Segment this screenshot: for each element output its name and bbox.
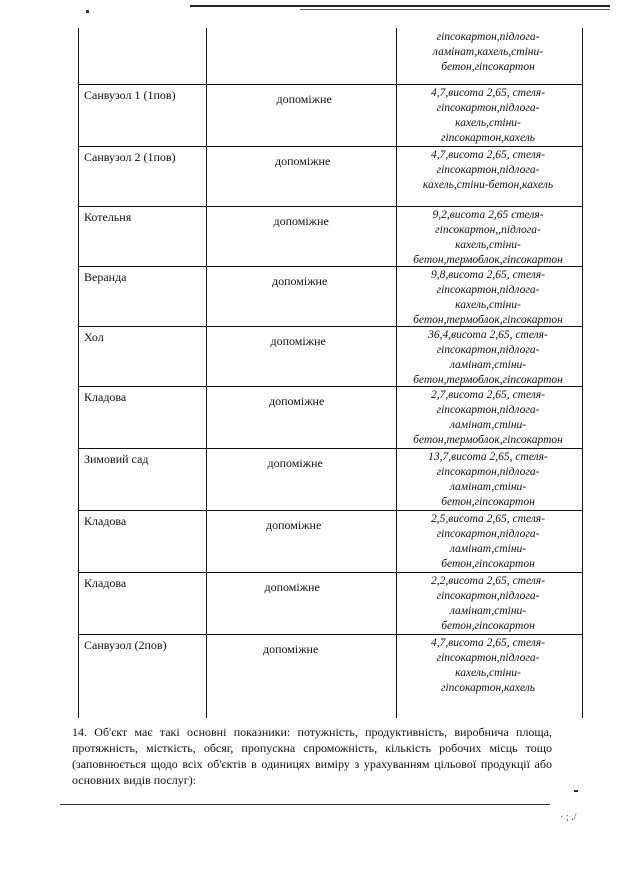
room-description-line: 9,8,висота 2,65, стеля- (431, 269, 545, 281)
room-description-line: ламінат,стіни- (449, 543, 527, 555)
room-type: допоміжне (269, 394, 325, 408)
room-description-line: 36,4,висота 2,65, стеля- (428, 329, 548, 341)
room-description-line: кахель,стіни- (455, 299, 521, 311)
desc-cell-border (396, 448, 397, 510)
room-description-line: 13,7,висота 2,65, стеля- (428, 451, 548, 463)
room-name: Веранда (84, 270, 127, 284)
table-row-divider (78, 326, 583, 327)
room-name: Котельня (84, 210, 132, 224)
room-type: допоміжне (272, 274, 328, 288)
room-description-line: бетон,гіпсокартон (441, 496, 535, 508)
room-description (398, 148, 578, 193)
room-name: Хол (84, 330, 104, 344)
room-name: Кладова (84, 514, 127, 528)
room-type: допоміжне (266, 518, 322, 532)
room-description (398, 268, 578, 328)
desc-cell-border (396, 572, 397, 634)
rooms-table (78, 28, 583, 718)
section-14-paragraph: 14. Об'єкт має такі основні показники: потужність, продуктивність, виробнича площа, протяжність, місткість, обсяг, пропускна спроможність, кількість робочих місць тощо (заповнюється щодо всіх об'єктів в одиницях виміру з урахуванням цільової продукції або основних видів послуг): (72, 725, 552, 787)
room-name: Кладова (84, 576, 127, 590)
room-description-line: бетон,гіпсокартон (441, 558, 535, 570)
desc-cell-border (396, 84, 397, 146)
room-description-line: кахель,стіни-бетон,кахель (422, 179, 554, 191)
room-description-line: гіпсокартон,підлога- (436, 164, 540, 176)
scan-artifact-line (300, 9, 610, 10)
room-description-line: гіпсокартон,підлога- (436, 528, 540, 540)
room-description-line: 2,5,висота 2,65, стеля- (431, 513, 545, 525)
room-description-line: бетон,термоблок,гіпсокартон (413, 254, 563, 266)
room-description-line: гіпсокартон,,підлога- (435, 224, 541, 236)
room-type: допоміжне (276, 92, 332, 106)
room-description (398, 574, 578, 634)
room-description (398, 512, 578, 572)
room-description-line: ламінат,кахель,стіни- (432, 46, 544, 58)
table-row-divider (78, 146, 583, 147)
room-description-line: бетон,гіпсокартон (441, 620, 535, 632)
room-type: допоміжне (263, 642, 319, 656)
room-description-line: кахель,стіни- (455, 667, 521, 679)
desc-cell-border (396, 510, 397, 572)
table-row-divider (78, 634, 583, 635)
room-description-line: 2,2,висота 2,65, стеля- (431, 575, 545, 587)
room-description-line: 2,7,висота 2,65, стеля- (431, 389, 545, 401)
room-type: допоміжне (267, 456, 323, 470)
room-description-line: бетон,гіпсокартон (441, 61, 535, 73)
room-description-line: гіпсокартон,підлога- (436, 284, 540, 296)
room-description-line: ламінат,стіни- (449, 481, 527, 493)
scan-artifact-line (190, 5, 610, 7)
room-name: Санвузол 1 (1пов) (84, 88, 176, 102)
room-description-line: 4,7,висота 2,65, стеля- (431, 87, 545, 99)
table-row-divider (78, 266, 583, 267)
room-description (398, 86, 578, 146)
room-description (398, 636, 578, 696)
room-description-line: гіпсокартон,підлога- (436, 652, 540, 664)
room-description (398, 450, 578, 510)
desc-cell-border (396, 386, 397, 448)
table-row-divider (78, 510, 583, 511)
desc-cell-border (396, 146, 397, 206)
room-description-line: гіпсокартон,підлога- (436, 31, 540, 43)
room-description-line: ламінат,стіни- (449, 605, 527, 617)
room-name: Зимовий сад (84, 452, 149, 466)
scan-artifact-dot (86, 10, 89, 13)
room-description-line: 4,7,висота 2,65, стеля- (431, 149, 545, 161)
room-description-line: ламінат,стіни- (449, 419, 527, 431)
room-description-line: гіпсокартон,кахель (440, 132, 536, 144)
room-description-line: бетон,термоблок,гіпсокартон (413, 434, 563, 446)
desc-cell-border (396, 266, 397, 326)
room-description-line: гіпсокартон,підлога- (436, 466, 540, 478)
room-description-line: бетон,термоблок,гіпсокартон (413, 314, 563, 326)
table-border-left (78, 28, 79, 718)
room-description-line: гіпсокартон,підлога- (436, 590, 540, 602)
room-description-line: ламінат,стіни- (449, 359, 527, 371)
desc-cell-border (396, 28, 397, 84)
table-column-divider (206, 28, 207, 718)
room-name: Санвузол 2 (1пов) (84, 150, 176, 164)
desc-cell-border (396, 634, 397, 718)
room-type: допоміжне (264, 580, 320, 594)
scan-artifact-dot (574, 790, 578, 792)
room-description-line: гіпсокартон,підлога- (436, 404, 540, 416)
room-description (398, 328, 578, 388)
room-description-line: гіпсокартон,підлога- (436, 344, 540, 356)
table-row-divider (78, 448, 583, 449)
bottom-rule (60, 804, 550, 805)
room-name: Санвузол (2пов) (84, 638, 167, 652)
room-description-line: 4,7,висота 2,65, стеля- (431, 637, 545, 649)
table-border-right (582, 28, 583, 718)
table-row-divider (78, 572, 583, 573)
room-description (398, 388, 578, 448)
room-description-line: гіпсокартон,підлога- (436, 102, 540, 114)
room-description-line: бетон,термоблок,гіпсокартон (413, 374, 563, 386)
room-description (398, 208, 578, 268)
desc-cell-border (396, 206, 397, 266)
table-row-divider (78, 206, 583, 207)
table-row-divider (78, 386, 583, 387)
room-description-line: кахель,стіни- (455, 239, 521, 251)
room-description-line: гіпсокартон,кахель (440, 682, 536, 694)
room-type: допоміжне (270, 334, 326, 348)
table-row-divider (78, 84, 583, 85)
room-type: допоміжне (273, 214, 329, 228)
room-type: допоміжне (275, 154, 331, 168)
room-description (398, 30, 578, 75)
room-description-line: 9,2,висота 2,65 стеля- (432, 209, 544, 221)
desc-cell-border (396, 326, 397, 386)
room-description-line: кахель,стіни- (455, 117, 521, 129)
scan-artifact-marks: · ; ./ (560, 812, 577, 823)
room-name: Кладова (84, 390, 127, 404)
